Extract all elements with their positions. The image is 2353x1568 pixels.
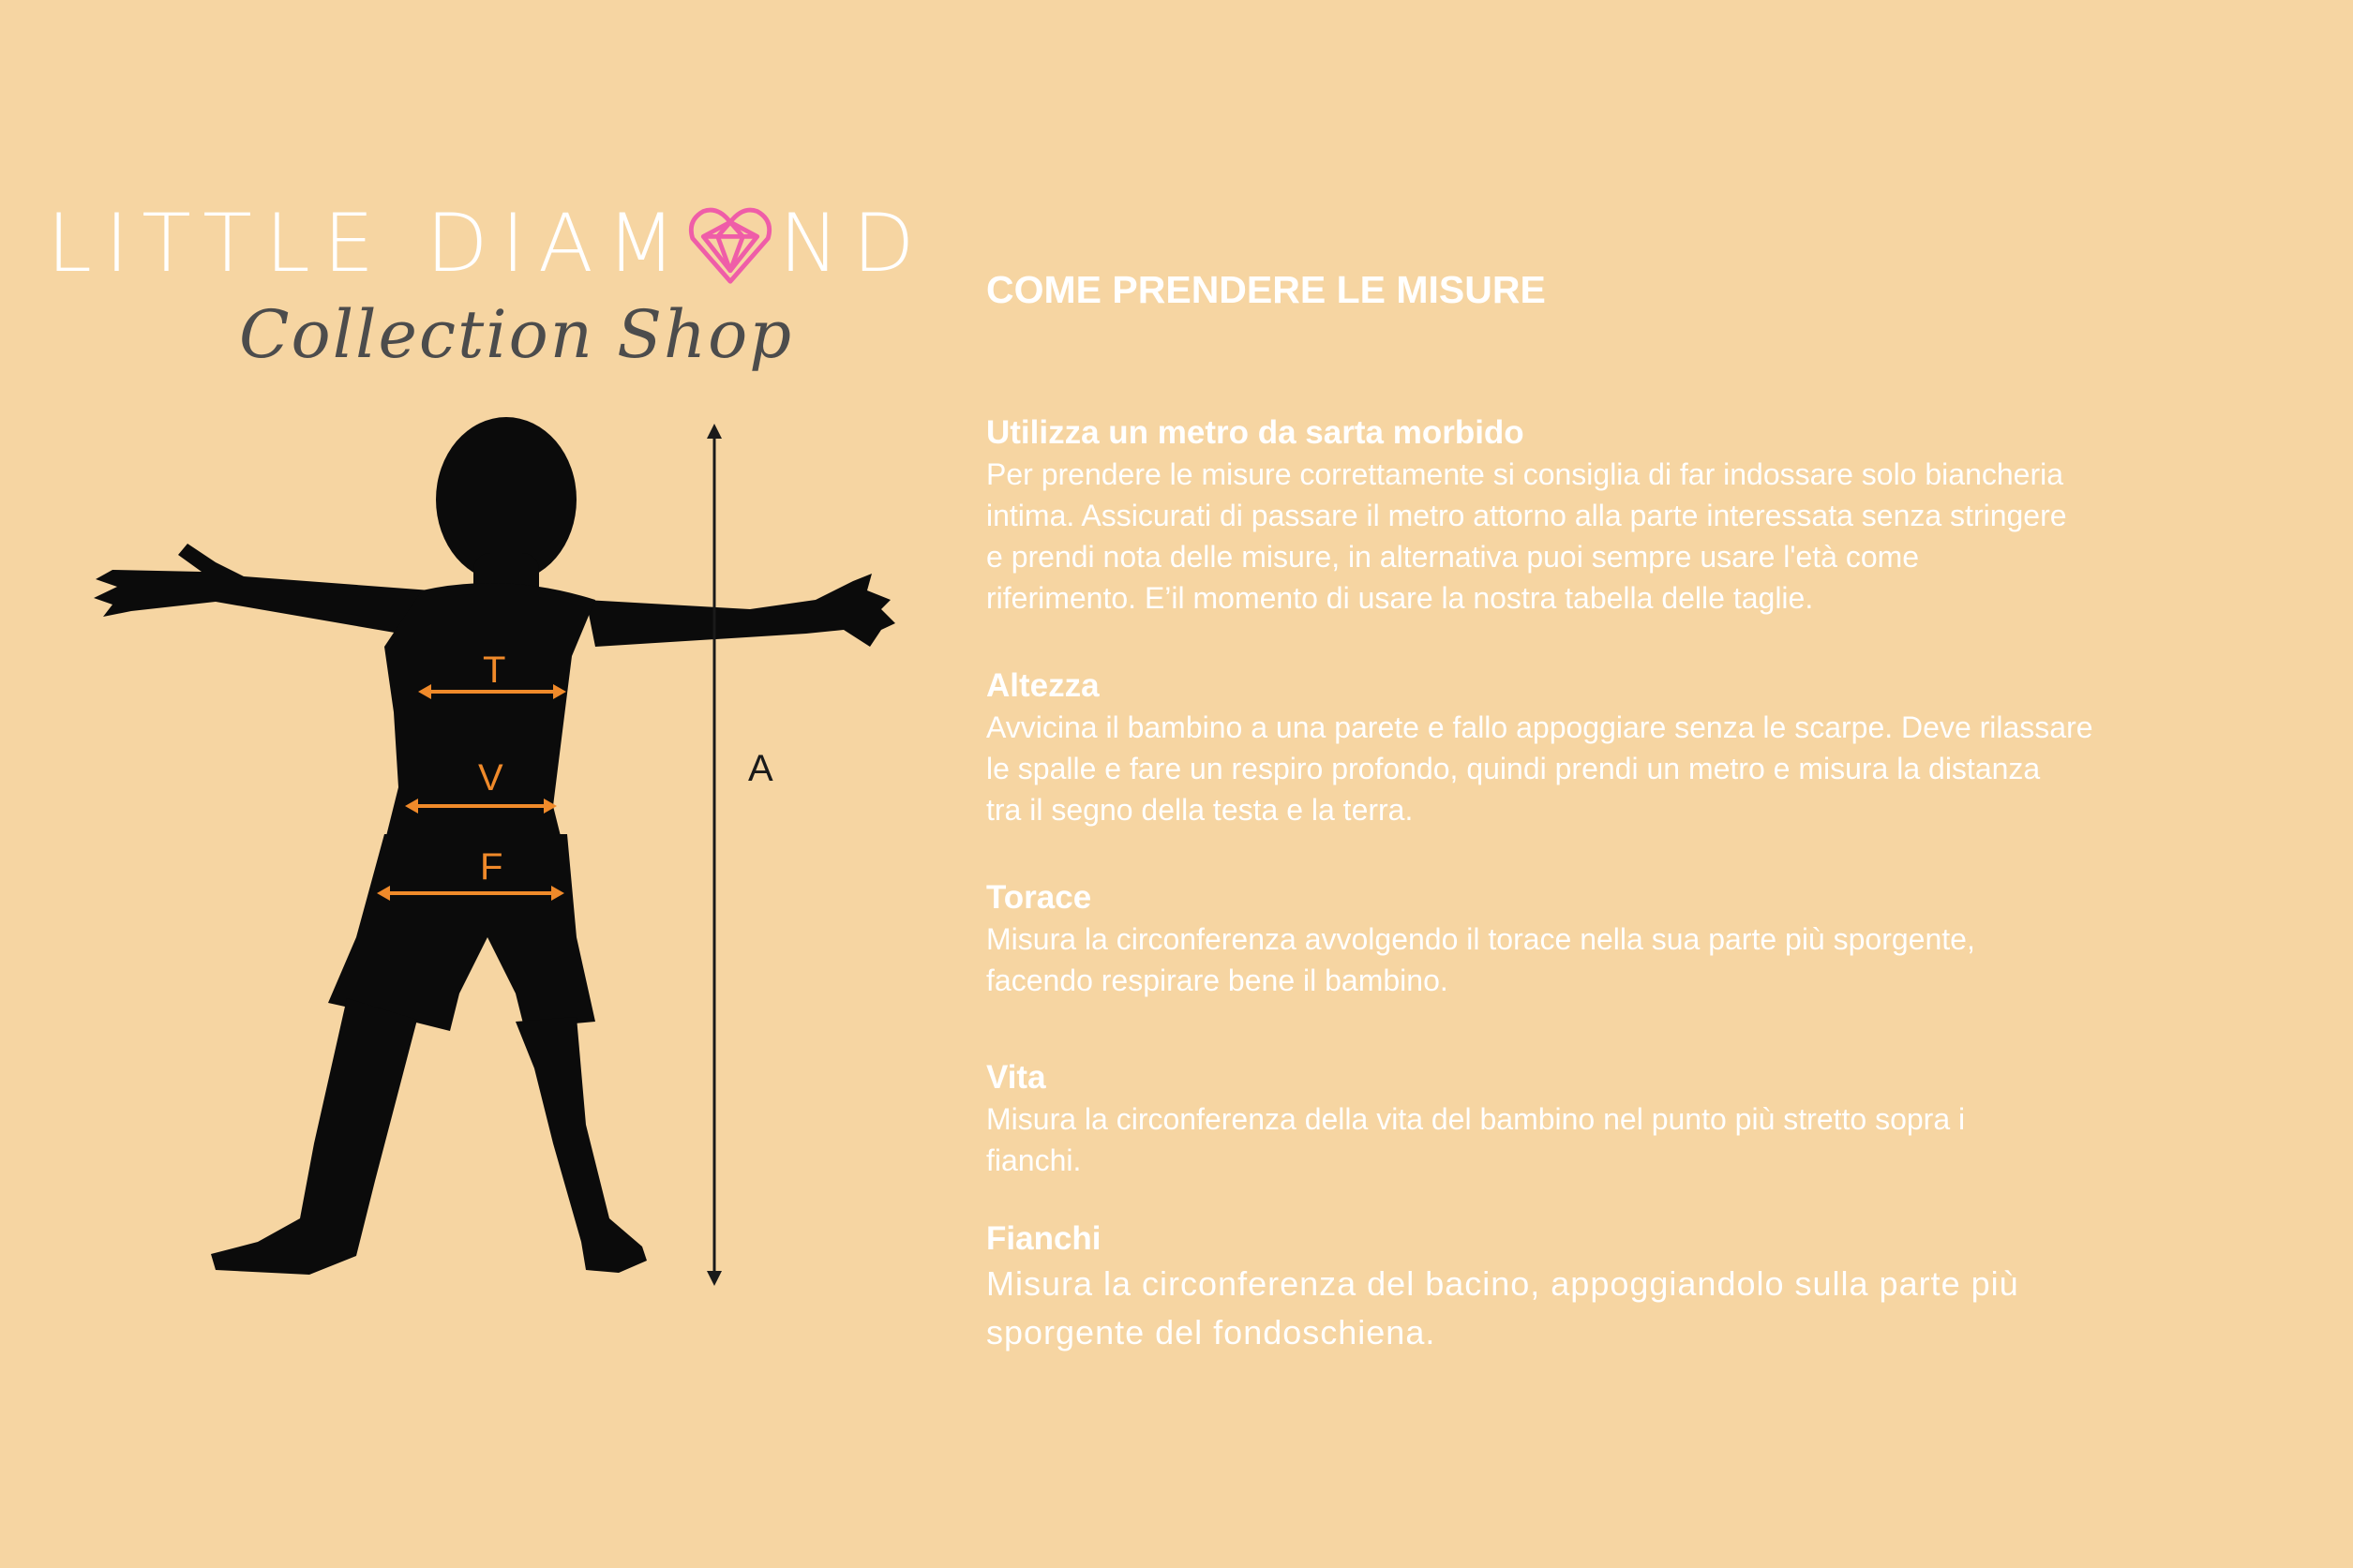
diamond-heart-icon bbox=[685, 201, 775, 287]
brand-logo bbox=[47, 187, 928, 403]
logo-script: Collection Shop bbox=[239, 296, 794, 373]
section-heading: Fianchi bbox=[986, 1220, 1102, 1257]
section-text-line: Misura la circonferenza avvolgendo il torace nella sua parte più sporgente, bbox=[986, 922, 1975, 956]
section-heading: Utilizza un metro da sarta morbido bbox=[986, 414, 1524, 451]
section-vita bbox=[986, 1057, 2177, 1181]
chest-label: T bbox=[483, 650, 506, 691]
instructions-column bbox=[986, 266, 2177, 1357]
section-torace bbox=[986, 877, 2177, 1001]
hips-label: F bbox=[480, 846, 503, 888]
section-text-line: intima. Assicurati di passare il metro attorno alla parte interessata senza stringere bbox=[986, 499, 2067, 532]
page-title: COME PRENDERE LE MISURE bbox=[986, 268, 1546, 311]
waist-label: V bbox=[478, 757, 503, 799]
height-label: A bbox=[748, 748, 773, 789]
child-silhouette-diagram bbox=[75, 412, 919, 1312]
section-text-line: Per prendere le misure correttamente si consiglia di far indossare solo biancheria bbox=[986, 457, 2064, 491]
section-text-line: tra il segno della testa e la terra. bbox=[986, 793, 1414, 827]
section-heading: Torace bbox=[986, 879, 1092, 916]
section-metro bbox=[986, 412, 2177, 619]
section-heading: Altezza bbox=[986, 667, 1100, 704]
section-text-line: Misura la circonferenza del bacino, appoggiandolo sulla parte più bbox=[986, 1264, 2019, 1303]
logo-wordmark bbox=[47, 197, 928, 291]
section-text-line: sporgente del fondoschiena. bbox=[986, 1313, 1436, 1351]
height-arrow bbox=[707, 424, 722, 1286]
section-text-line: le spalle e fare un respiro profondo, quindi prendi un metro e misura la distanza bbox=[986, 752, 2041, 785]
section-text-line: e prendi nota delle misure, in alternativa puoi sempre usare l'età come bbox=[986, 540, 1920, 574]
section-altezza bbox=[986, 665, 2177, 830]
section-text-line: Avvicina il bambino a una parete e fallo appoggiare senza le scarpe. Deve rilassare bbox=[986, 710, 2093, 744]
logo-wordmark-end: ND bbox=[779, 197, 928, 291]
section-text-line: fianchi. bbox=[986, 1143, 1082, 1177]
section-heading: Vita bbox=[986, 1059, 1046, 1096]
section-text-line: riferimento. E’il momento di usare la nostra tabella delle taglie. bbox=[986, 581, 1814, 615]
section-fianchi bbox=[986, 1218, 2177, 1357]
section-text-line: facendo respirare bene il bambino. bbox=[986, 963, 1448, 997]
logo-wordmark-start: LITTLE DIAM bbox=[47, 197, 690, 291]
section-text-line: Misura la circonferenza della vita del bambino nel punto più stretto sopra i bbox=[986, 1102, 1966, 1136]
